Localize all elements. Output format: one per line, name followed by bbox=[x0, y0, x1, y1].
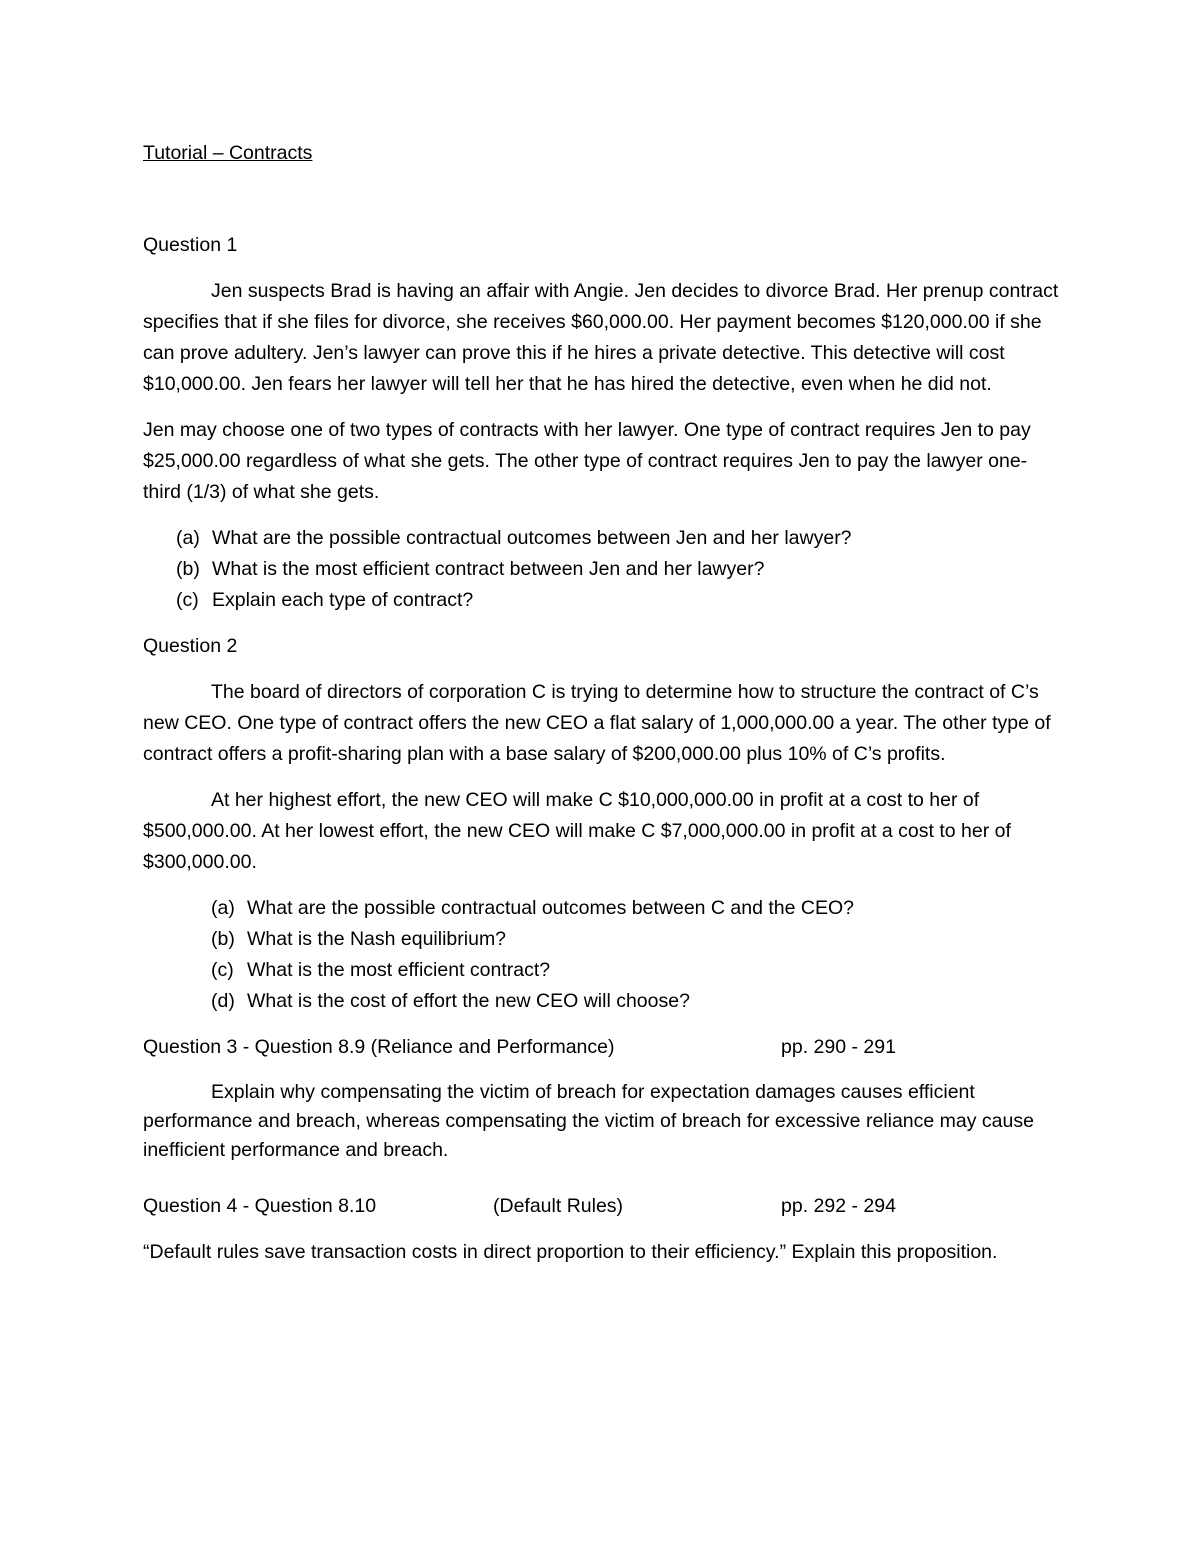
question-1-item-b bbox=[176, 554, 1063, 585]
list-item-text: What are the possible contractual outcomes between C and the CEO? bbox=[247, 897, 855, 919]
question-1-paragraph-2: Jen may choose one of two types of contracts with her lawyer. One type of contract requires Jen to pay $25,000.00 regardless of what she gets. The other type of contract requires Jen to pay the lawyer one-third (1/3) of what she gets. bbox=[143, 419, 1031, 503]
list-item-text: What are the possible contractual outcomes between Jen and her lawyer? bbox=[212, 527, 852, 549]
list-marker: (b) bbox=[211, 928, 235, 950]
question-2-item-c bbox=[211, 955, 1063, 986]
question-2-item-d bbox=[211, 986, 1063, 1017]
list-item-text: What is the most efficient contract between Jen and her lawyer? bbox=[212, 558, 765, 580]
question-4-paragraph: “Default rules save transaction costs in direct proportion to their efficiency.” Explain this proposition. bbox=[143, 1241, 998, 1263]
question-1-item-c bbox=[176, 585, 1063, 616]
list-marker: (a) bbox=[211, 897, 235, 919]
question-4-heading: Question 4 - Question 8.10 bbox=[143, 1195, 377, 1217]
list-marker: (c) bbox=[176, 589, 199, 611]
question-1-heading: Question 1 bbox=[143, 234, 238, 256]
question-2-heading: Question 2 bbox=[143, 635, 238, 657]
page-title: Tutorial – Contracts bbox=[143, 142, 313, 164]
question-1-item-a bbox=[176, 523, 1063, 554]
question-4-heading-row bbox=[143, 1191, 1063, 1222]
list-item-text: What is the most efficient contract? bbox=[247, 959, 551, 981]
question-4-page-ref: pp. 292 - 294 bbox=[781, 1195, 896, 1217]
question-2-paragraph-2: At her highest effort, the new CEO will make C $10,000,000.00 in profit at a cost to her of $500,000.00. At her lowest effort, the new CEO will make C $7,000,000.00 in profit at a cost to her of $300,000.00. bbox=[143, 789, 1011, 873]
question-4-topic: (Default Rules) bbox=[493, 1195, 624, 1217]
question-2-sublist bbox=[143, 893, 1063, 1017]
question-1-paragraph-1: Jen suspects Brad is having an affair with Angie. Jen decides to divorce Brad. Her prenup contract specifies that if she files for divorce, she receives $60,000.00. Her payment becomes $120,000.00 if she can prove adultery. Jen’s lawyer can prove this if he hires a private detective. This detective will cost $10,000.00. Jen fears her lawyer will tell her that he has hired the detective, even when he did not. bbox=[143, 280, 1059, 395]
list-marker: (b) bbox=[176, 558, 200, 580]
question-3-page-ref: pp. 290 - 291 bbox=[781, 1036, 896, 1058]
question-3-paragraph: Explain why compensating the victim of breach for expectation damages causes efficient performance and breach, whereas compensating the victim of breach for excessive reliance may cause inefficient performance and breach. bbox=[143, 1081, 1034, 1161]
list-marker: (d) bbox=[211, 990, 235, 1012]
question-3-heading-row bbox=[143, 1032, 1063, 1063]
question-2-paragraph-1: The board of directors of corporation C is trying to determine how to structure the contract of C’s new CEO. One type of contract offers the new CEO a flat salary of 1,000,000.00 a year. The other type of contract offers a profit-sharing plan with a base salary of $200,000.00 plus 10% of C’s profits. bbox=[143, 681, 1051, 765]
list-item-text: Explain each type of contract? bbox=[212, 589, 474, 611]
question-1-sublist bbox=[143, 523, 1063, 616]
list-item-text: What is the cost of effort the new CEO will choose? bbox=[247, 990, 690, 1012]
document-body bbox=[143, 138, 1063, 1283]
list-marker: (c) bbox=[211, 959, 234, 981]
question-3-heading: Question 3 - Question 8.9 (Reliance and Performance) bbox=[143, 1036, 615, 1058]
list-marker: (a) bbox=[176, 527, 200, 549]
question-2-item-b bbox=[211, 924, 1063, 955]
list-item-text: What is the Nash equilibrium? bbox=[247, 928, 507, 950]
question-2-item-a bbox=[211, 893, 1063, 924]
